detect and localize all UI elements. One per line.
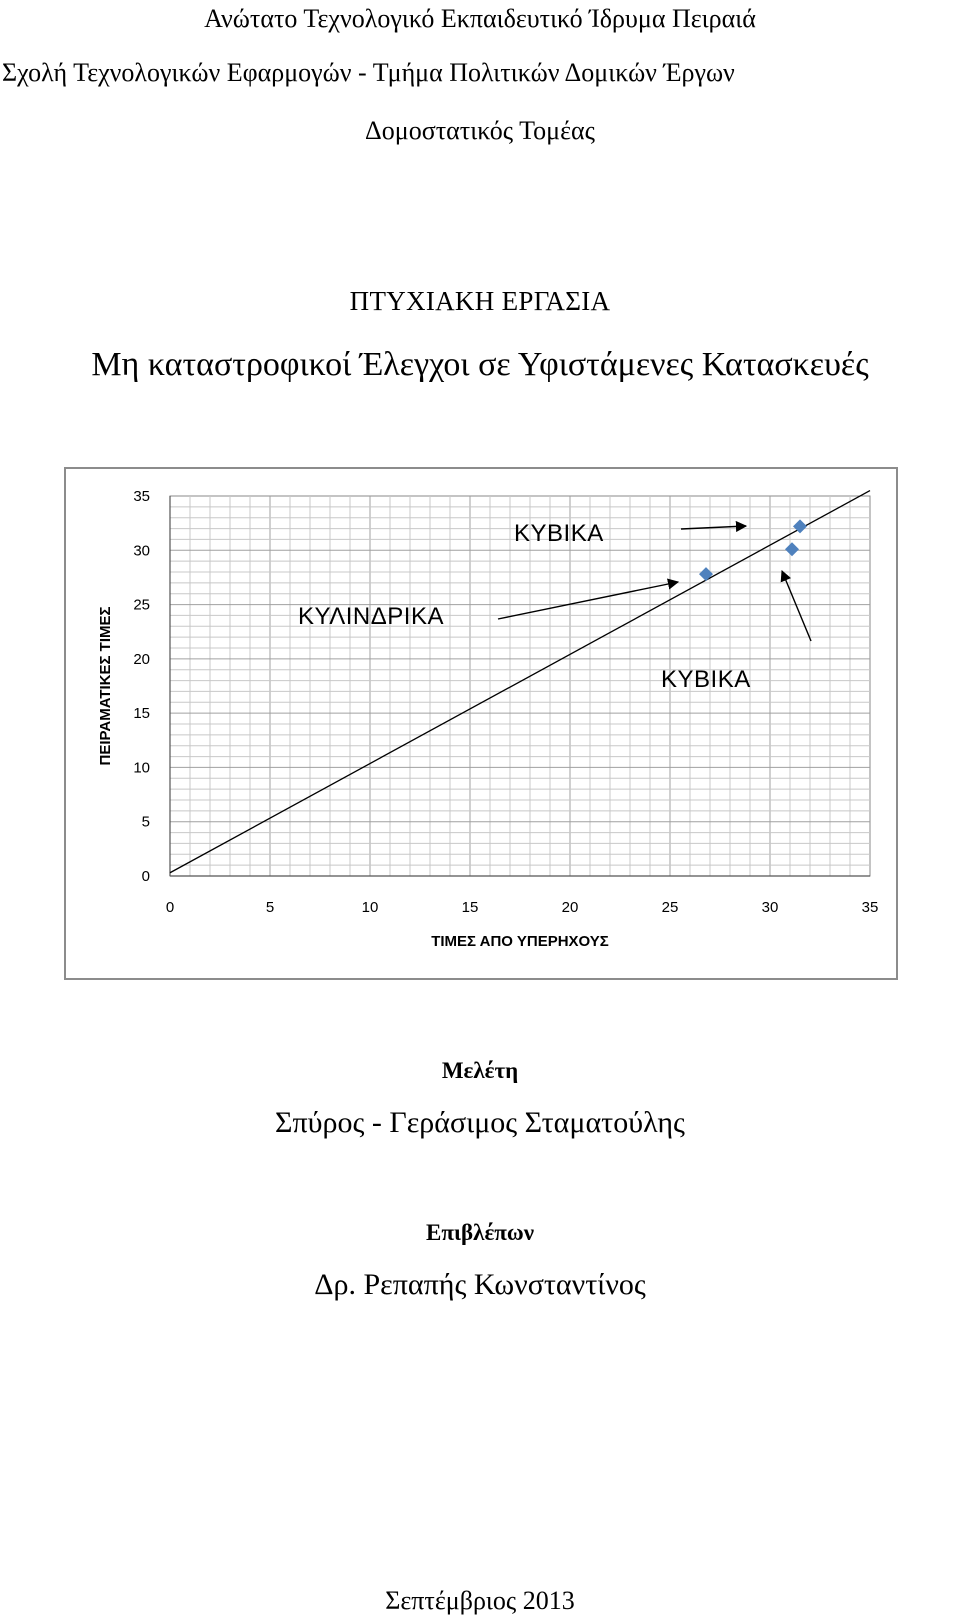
y-tick-label: 10 <box>133 759 150 777</box>
x-tick-label: 10 <box>361 899 379 916</box>
scatter-chart <box>66 469 896 978</box>
y-tick-label: 0 <box>141 868 150 885</box>
y-tick-label: 30 <box>133 542 150 560</box>
supervisor-name: Δρ. Ρεπαπής Κωνσταντίνος <box>314 1268 646 1301</box>
plot-area <box>170 496 870 876</box>
chart-frame <box>64 467 898 980</box>
thesis-label: ΠΤΥΧΙΑΚΗ ΕΡΓΑΣΙΑ <box>349 286 611 316</box>
x-tick-label: 20 <box>561 899 579 916</box>
x-tick-label: 25 <box>661 899 679 916</box>
x-axis-title: ΤΙΜΕΣ ΑΠΟ ΥΠΕΡΗΧΟΥΣ <box>431 933 609 950</box>
y-tick-label: 5 <box>141 813 150 831</box>
y-tick-label: 25 <box>133 596 150 614</box>
y-tick-label: 35 <box>133 488 150 505</box>
x-tick-label: 5 <box>265 899 275 916</box>
study-label: Μελέτη <box>441 1058 519 1083</box>
institution-name: Ανώτατο Τεχνολογικό Εκπαιδευτικό Ίδρυμα Πειραιά <box>204 4 756 33</box>
supervisor-label: Επιβλέπων <box>425 1220 534 1245</box>
y-tick-label: 20 <box>133 650 150 668</box>
sector-name: Δομοστατικός Τομέας <box>365 116 595 145</box>
thesis-title: Μη καταστροφικοί Έλεγχοι σε Υφιστάμενες Κατασκευές <box>91 346 869 383</box>
annotation-label: ΚΥΛΙΝΔΡΙΚΑ <box>298 603 444 630</box>
annotation-label: ΚΥΒΙΚΑ <box>514 520 604 547</box>
x-tick-label: 35 <box>861 899 879 916</box>
x-tick-label: 15 <box>461 899 479 916</box>
x-tick-label: 0 <box>165 899 175 916</box>
author-name: Σπύρος - Γεράσιμος Σταματούλης <box>275 1106 685 1139</box>
y-axis-title: ΠΕΙΡΑΜΑΤΙΚΕΣ ΤΙΜΕΣ <box>97 606 114 766</box>
x-tick-label: 30 <box>761 899 779 916</box>
y-tick-label: 15 <box>133 705 150 723</box>
date: Σεπτέμβριος 2013 <box>385 1586 575 1615</box>
annotation-label: ΚΥΒΙΚΑ <box>661 666 751 693</box>
school-department: Σχολή Τεχνολογικών Εφαρμογών - Τμήμα Πολιτικών Δομικών Έργων <box>2 58 735 87</box>
